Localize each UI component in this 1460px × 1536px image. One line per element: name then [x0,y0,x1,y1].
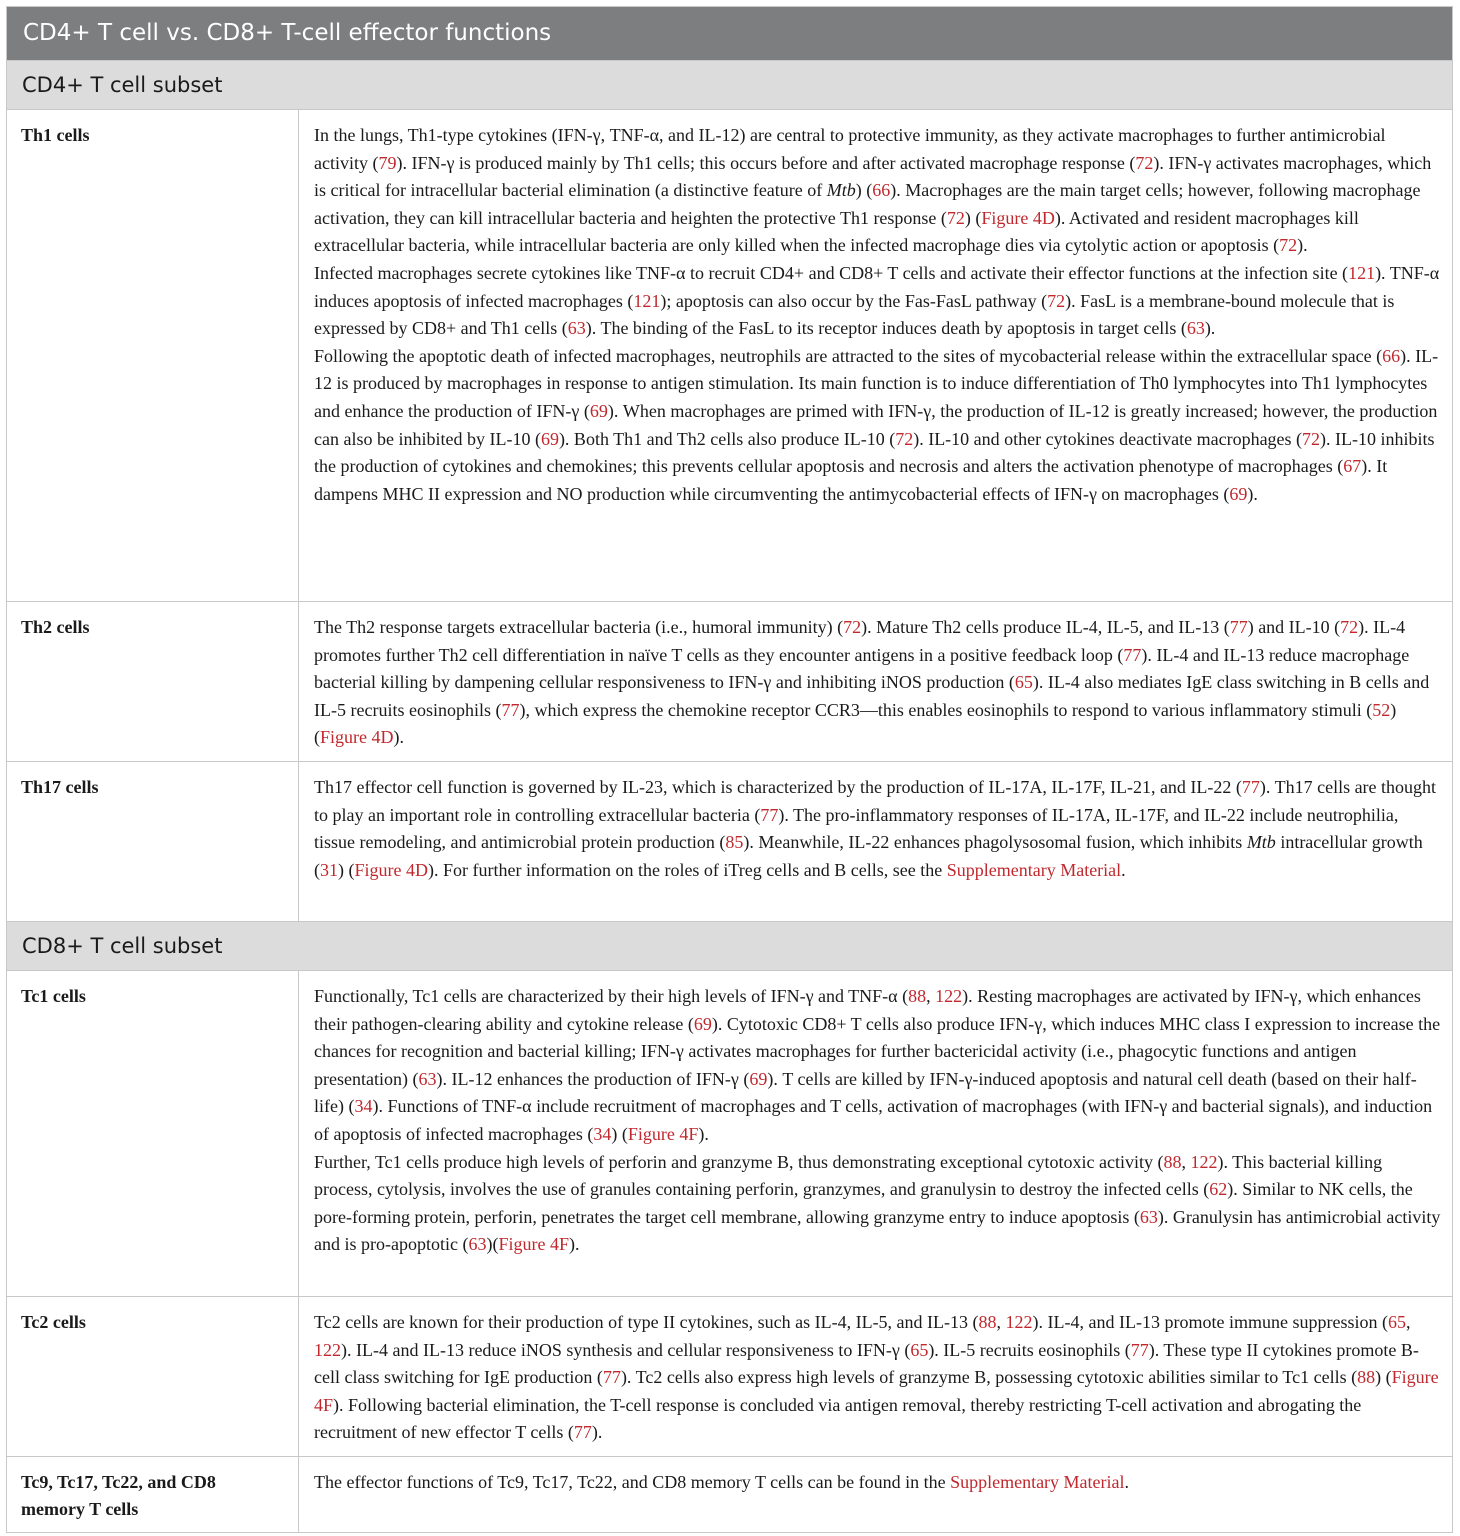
reference-link[interactable]: 63 [567,318,586,339]
text-run: ). [1247,483,1258,504]
table-row-tc9-tc17-tc22 [7,1456,1452,1532]
reference-link[interactable]: 72 [843,617,862,637]
reference-link[interactable]: 72 [895,428,914,449]
text-run: ). For further information on the roles of iTreg cells and B cells, see the [428,859,947,880]
reference-link[interactable]: 88 [1357,1367,1376,1388]
table-row-th17 [7,761,1452,921]
text-run: ). IL-12 enhances the production of IFN-γ ( [436,1068,750,1089]
reference-link[interactable]: Figure 4D [320,727,394,748]
reference-link[interactable]: 122 [314,1339,341,1360]
text-run: ). IL-5 recruits eosinophils ( [928,1339,1131,1360]
text-run: ). [698,1123,709,1144]
paragraph [314,774,1442,884]
reference-link[interactable]: 88 [978,1312,997,1332]
reference-link[interactable]: 122 [1005,1312,1033,1332]
text-run: ). [393,727,404,748]
text-run: The Th2 response targets extracellular bacteria (i.e., humoral immunity) ( [314,617,844,637]
reference-link[interactable]: Figure 4D [981,207,1055,228]
row-label-tc9-tc17-tc22: Tc9, Tc17, Tc22, and CD8 memory T cells [7,1457,299,1532]
reference-link[interactable]: 66 [872,180,891,201]
table-row-th1 [7,109,1452,601]
row-label-th17: Th17 cells [7,762,299,921]
text-run: In the lungs, Th1-type cytokines (IFN-γ, TNF-α, and IL-12) are central to protective immunity, as they activate macrophages to further antimicrobial activity ( [314,125,1386,173]
reference-link[interactable]: Figure 4D [354,859,428,880]
reference-link[interactable]: 122 [1190,1151,1218,1172]
text-run: ). IFN-γ is produced mainly by Th1 cells; this occurs before and after activated macrophage response ( [396,152,1136,173]
text-run: ). The binding of the FasL to its receptor induces death by apoptosis in target cells ( [585,318,1187,339]
text-run: . [1121,859,1126,880]
text-run: , [996,1312,1006,1332]
reference-link[interactable]: 69 [540,428,559,449]
text-run: ) ( [611,1123,628,1144]
reference-link[interactable]: 72 [1340,617,1359,637]
text-run: ). IL-10 inhibits the production of cytokines and chemokines; this prevents cellular apoptosis and necrosis and alters the activation phenotype of macrophages ( [314,428,1435,477]
row-text-th2 [299,602,1452,761]
reference-link[interactable]: 72 [1047,290,1066,311]
text-run: ). Cytotoxic CD8+ T cells also produce IFN-γ, which induces MHC class I expression to increase the chances for recognition and bacterial killing; IFN-γ activates macrophages for further bactericidal activity (i.e., phagocytic functions and antigen presentation) ( [314,1013,1441,1089]
text-run: The effector functions of Tc9, Tc17, Tc22, and CD8 memory T cells can be found in the [314,1472,951,1492]
text-run: intracellular growth ( [314,832,1423,880]
reference-link[interactable]: 69 [589,400,608,421]
text-run: Tc2 cells are known for their production of type II cytokines, such as IL-4, IL-5, and IL-13 ( [314,1312,979,1332]
text-run: ). IL-4, and IL-13 promote immune suppression ( [1032,1312,1388,1332]
reference-link[interactable]: 122 [935,986,963,1006]
section-heading-cd8: CD8+ T cell subset [7,921,1452,970]
text-run: ). IL-4 and IL-13 reduce iNOS synthesis and cellular responsiveness to IFN-γ ( [341,1339,911,1360]
reference-link[interactable]: 52 [1372,699,1391,720]
reference-link[interactable]: 79 [378,152,397,173]
reference-link[interactable]: 88 [1163,1151,1182,1172]
text-run: ). Resting macrophages are activated by IFN-γ, which enhances their pathogen-clearing ability and cytokine release ( [314,986,1421,1034]
row-text-tc2 [299,1297,1452,1456]
italic-text: Mtb [826,180,856,201]
reference-link[interactable]: Figure 4F [627,1123,699,1144]
reference-link[interactable]: 77 [573,1422,592,1443]
reference-link[interactable]: 67 [1343,456,1362,477]
text-run: ). T cells are killed by IFN-γ-induced apoptosis and natural cell death (based on their half-life) ( [314,1068,1417,1117]
text-run: Following the apoptotic death of infected macrophages, neutrophils are attracted to the sites of mycobacterial release within the extracellular space ( [314,345,1383,366]
text-run: ). IL-4 also mediates IgE class switching in B cells and IL-5 recruits eosinophils ( [314,672,1430,720]
text-run: ). Activated and resident macrophages kill extracellular bacteria, while intracellular bacteria are only killed when the infected macrophage dies via cytolytic action or apoptosis ( [314,207,1359,256]
text-run: ). Similar to NK cells, the pore-forming protein, perforin, penetrates the target cell membrane, allowing granzyme entry to induce apoptosis ( [314,1179,1413,1227]
text-run: ). [591,1422,603,1443]
text-run: ) ( [314,699,1397,748]
italic-text: Mtb [1246,832,1276,853]
reference-link[interactable]: 72 [1135,152,1154,173]
text-run: ) ( [855,180,873,201]
text-run: Functionally, Tc1 cells are characterized by their high levels of IFN-γ and TNF-α ( [314,986,909,1006]
reference-link[interactable]: 31 [320,859,338,880]
text-run: ). It dampens MHC II expression and NO production while circumventing the antimycobacterial effects of IFN-γ on macrophages ( [314,456,1388,504]
text-run: ). Following bacterial elimination, the T-cell response is concluded via antigen removal, thereby restricting T-cell activation and abrogating the recruitment of new effector T cells ( [314,1394,1362,1443]
reference-link[interactable]: 121 [1348,262,1376,283]
reference-link[interactable]: 66 [1382,345,1401,366]
paragraph [314,1149,1442,1259]
text-run: ). Granulysin has antimicrobial activity and is pro-apoptotic ( [314,1206,1441,1255]
text-run: ). Macrophages are the main target cells; however, following macrophage activation, they can kill intracellular bacteria and heighten the protective Th1 response ( [314,180,1421,228]
row-text-th1 [299,110,1452,601]
text-run: ) and IL-10 ( [1247,617,1341,637]
text-run: ) ( [338,859,355,880]
row-text-tc9-tc17-tc22 [299,1457,1452,1532]
reference-link[interactable]: 72 [1302,428,1321,449]
text-run: ). Tc2 cells also express high levels of granzyme B, possessing cytotoxic abilities similar to Tc1 cells ( [620,1367,1358,1388]
row-text-tc1 [299,971,1452,1296]
paragraph [314,614,1442,752]
text-run: ). TNF-α induces apoptosis of infected macrophages ( [314,262,1440,311]
reference-link[interactable]: 72 [946,207,965,228]
text-run: ). [1297,235,1308,256]
text-run: , [1405,1312,1411,1332]
paragraph [314,1469,1442,1497]
text-run: ). The pro-inflammatory responses of IL-17A, IL-17F, and IL-22 include neutrophilia, tissue remodeling, and antimicrobial protein production ( [314,804,1399,853]
reference-link[interactable]: 63 [468,1234,487,1255]
reference-link[interactable]: 34 [354,1096,373,1117]
paragraph [314,983,1442,1149]
paragraph [314,122,1442,260]
reference-link[interactable]: 121 [633,290,661,311]
reference-link[interactable]: 69 [749,1068,768,1089]
reference-link[interactable]: 88 [908,986,927,1006]
table-row-th2 [7,601,1452,761]
text-run: , [1181,1151,1191,1172]
text-run: ). IL-4 promotes further Th2 cell differentiation in naïve T cells as they encounter antigens in a positive feedback loop ( [314,617,1406,665]
text-run: ). Meanwhile, IL-22 enhances phagolysosomal fusion, which inhibits [743,832,1247,853]
text-run: Infected macrophages secrete cytokines like TNF-α to recruit CD4+ and CD8+ T cells and activate their effector functions at the infection site ( [314,262,1349,283]
text-run: , [926,986,936,1006]
reference-link[interactable]: 77 [602,1367,621,1388]
text-run: ). Mature Th2 cells produce IL-4, IL-5, and IL-13 ( [861,617,1230,637]
reference-link[interactable]: 65 [1387,1312,1406,1332]
text-run: ). FasL is a membrane-bound molecule that is expressed by CD8+ and Th1 cells ( [314,290,1395,339]
text-run: )( [486,1234,499,1255]
reference-link[interactable]: 77 [1229,617,1248,637]
effector-functions-table [6,6,1453,1533]
text-run: ); apoptosis can also occur by the Fas-FasL pathway ( [660,290,1048,311]
reference-link[interactable]: 65 [1014,672,1033,693]
text-run: Further, Tc1 cells produce high levels of perforin and granzyme B, thus demonstrating exceptional cytotoxic activity ( [314,1151,1164,1172]
text-run: ) ( [1375,1367,1392,1388]
row-label-th2: Th2 cells [7,602,299,761]
reference-link[interactable]: 77 [760,804,779,825]
text-run: ), which express the chemokine receptor CCR3—this enables eosinophils to respond to various inflammatory stimuli ( [519,699,1373,720]
text-run: Th17 effector cell function is governed by IL-23, which is characterized by the production of IL-17A, IL-17F, IL-21, and IL-22 ( [314,777,1242,797]
table-row-tc1 [7,970,1452,1296]
paragraph [314,260,1442,343]
row-label-tc1: Tc1 cells [7,971,299,1296]
text-run: ). This bacterial killing process, cytolysis, involves the use of granules containing perforin, granzymes, and granulysin to destroy the infected cells ( [314,1151,1383,1200]
table-title: CD4+ T cell vs. CD8+ T-cell effector functions [7,7,1452,60]
text-run: ). When macrophages are primed with IFN-γ, the production of IL-12 is greatly increased; however, the production can also be inhibited by IL-10 ( [314,400,1438,449]
reference-link[interactable]: 63 [1139,1206,1158,1227]
table-row-tc2 [7,1296,1452,1456]
text-run: ). IL-10 and other cytokines deactivate macrophages ( [913,428,1303,449]
paragraph [314,1309,1442,1447]
reference-link[interactable]: 69 [693,1013,712,1034]
reference-link[interactable]: 77 [1241,777,1260,797]
row-label-th1: Th1 cells [7,110,299,601]
reference-link[interactable]: 85 [725,832,744,853]
reference-link[interactable]: 77 [1123,644,1142,665]
reference-link[interactable]: Supplementary Material [950,1472,1125,1492]
reference-link[interactable]: 34 [593,1123,612,1144]
reference-link[interactable]: Figure 4F [498,1234,569,1255]
row-text-th17 [299,762,1452,921]
reference-link[interactable]: 63 [418,1068,437,1089]
reference-link[interactable]: 63 [1186,318,1205,339]
text-run: ). Functions of TNF-α include recruitment of macrophages and T cells, activation of macrophages (with IFN-γ and bacterial signals), and induction of apoptosis of infected macrophages ( [314,1096,1433,1144]
text-run: ). Both Th1 and Th2 cells also produce IL-10 ( [558,428,896,449]
reference-link[interactable]: Figure 4F [314,1367,1439,1415]
reference-link[interactable]: 69 [1229,483,1248,504]
reference-link[interactable]: Supplementary Material [946,859,1122,880]
text-run: ). These type II cytokines promote B-cell class switching for IgE production ( [314,1339,1419,1388]
section-heading-cd4: CD4+ T cell subset [7,60,1452,109]
paragraph [314,343,1442,509]
text-run: ). [1204,318,1216,339]
text-run: ) ( [964,207,982,228]
text-run: ). IL-4 and IL-13 reduce macrophage bacterial killing by dampening cellular responsiveness to IFN-γ and inhibiting iNOS production ( [314,644,1410,693]
row-label-tc2: Tc2 cells [7,1297,299,1456]
text-run: ). Th17 cells are thought to play an important role in controlling extracellular bacteria ( [314,777,1437,825]
reference-link[interactable]: 72 [1279,235,1298,256]
reference-link[interactable]: 65 [910,1339,929,1360]
reference-link[interactable]: 77 [501,699,520,720]
reference-link[interactable]: 62 [1209,1179,1228,1200]
text-run: ). [568,1234,580,1255]
text-run: ). IL-12 is produced by macrophages in response to antigen stimulation. Its main function is to induce differentiation of Th0 lymphocytes into Th1 lymphocytes and enhance the production of IFN-γ ( [314,345,1439,421]
text-run: ). IFN-γ activates macrophages, which is critical for intracellular bacterial elimination (a distinctive feature of [314,152,1432,201]
text-run: . [1124,1472,1130,1492]
reference-link[interactable]: 77 [1130,1339,1149,1360]
